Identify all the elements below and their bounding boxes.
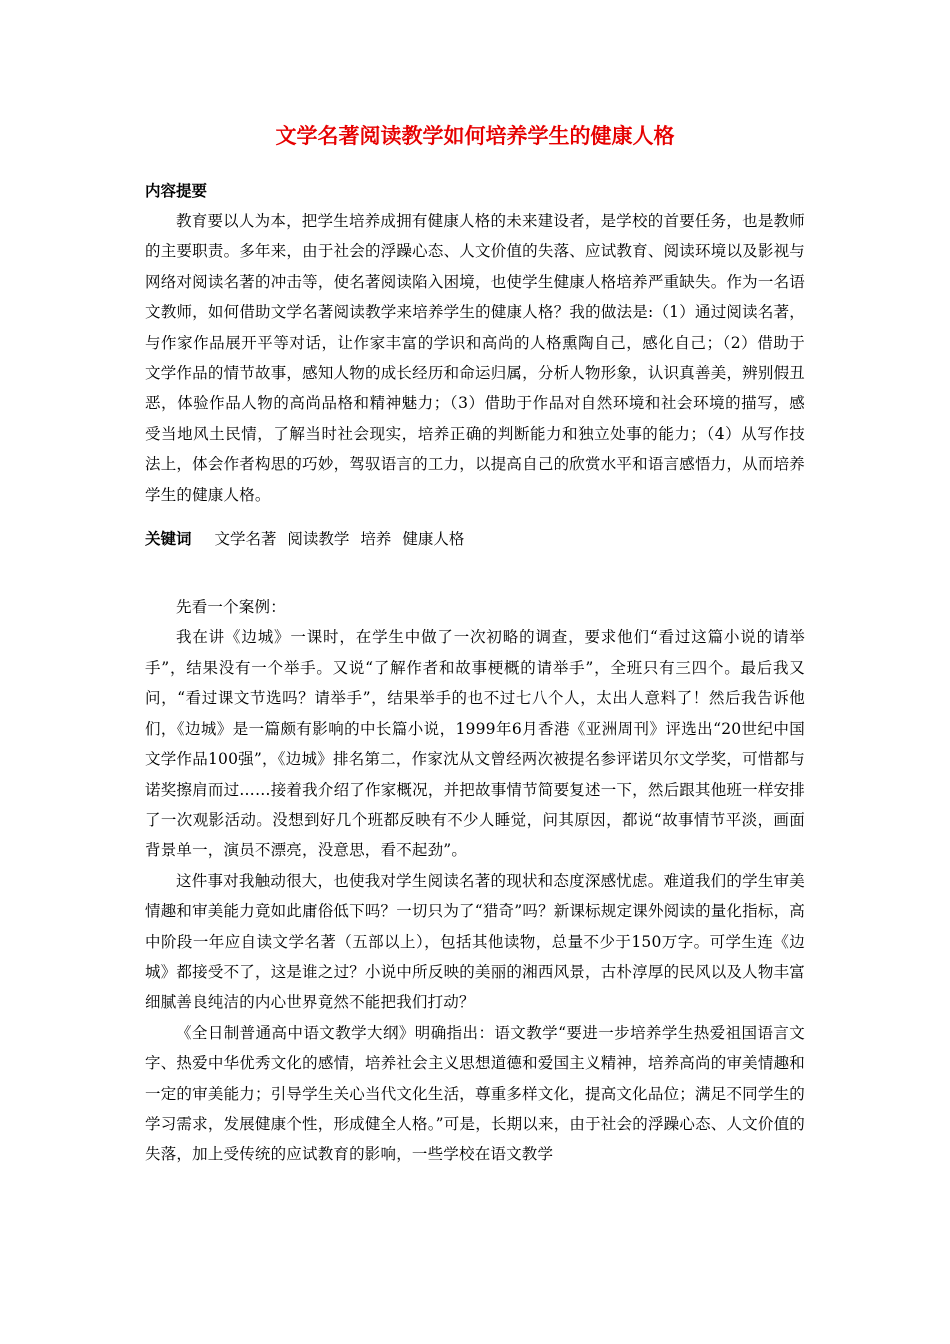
- section-spacer: [145, 554, 805, 592]
- body-paragraph: 《全日制普通高中语文教学大纲》明确指出：语文教学“要进一步培养学生热爱祖国语言文字、热爱中华优秀文化的感情，培养社会主义思想道德和爱国主义精神，培养高尚的审美情趣和一定的审美能力；引导学生关心当代文化生活，尊重多样文化，提高文化品位；满足不同学生的学习需求，发展健康个性，形成健全人格。”可是，长期以来，由于社会的浮躁心态、人文价值的失落，加上受传统的应试教育的影响，一些学校在语文教学: [145, 1023, 805, 1164]
- document-page: [145, 118, 805, 1170]
- body-paragraph: 我在讲《边城》一课时，在学生中做了一次初略的调查，要求他们“看过这篇小说的请举手”，结果没有一个举手。又说“了解作者和故事梗概的请举手”，全班只有三四个。最后我又问，“看过课文节选吗？请举手”，结果举手的也不过七八个人，太出人意料了！然后我告诉他们，《边城》是一篇颇有影响的中长篇小说，1999年6月香港《亚洲周刊》评选出“20世纪中国文学作品100强”，《边城》排名第二，作家沈从文曾经两次被提名参评诺贝尔文学奖，可惜都与诺奖擦肩而过……接着我介绍了作家概况，并把故事情节简要复述一下，然后跟其他班一样安排了一次观影活动。没想到好几个班都反映有不少人睡觉，问其原因，都说“故事情节平淡，画面背景单一，演员不漂亮，没意思，看不起劲”。: [145, 628, 805, 860]
- keyword-item: 健康人格: [402, 530, 465, 549]
- body-paragraph: 先看一个案例：: [176, 598, 286, 617]
- abstract-heading: 内容提要: [145, 182, 208, 200]
- body-paragraph: 这件事对我触动很大，也使我对学生阅读名著的现状和态度深感忧虑。难道我们的学生审美情趣和审美能力竟如此庸俗低下吗？一切只为了“猎奇”吗？新课标规定课外阅读的量化指标，高中阶段一年应自读文学名著（五部以上），包括其他读物，总量不少于150万字。可学生连《边城》都接受不了，这是谁之过？小说中所反映的美丽的湘西风景，古朴淳厚的民风以及人物丰富细腻善良纯洁的内心世界竟然不能把我们打动？: [145, 871, 805, 1012]
- keyword-item: 阅读教学: [287, 530, 350, 549]
- keyword-item: 文学名著: [214, 530, 277, 549]
- keyword-item: 培养: [360, 530, 392, 549]
- keywords-line: [145, 524, 805, 554]
- abstract-text: 教育要以人为本，把学生培养成拥有健康人格的未来建设者，是学校的首要任务，也是教师的主要职责。多年来，由于社会的浮躁心态、人文价值的失落、应试教育、阅读环境以及影视与网络对阅读名著的冲击等，使名著阅读陷入困境，也使学生健康人格培养严重缺失。作为一名语文教师，如何借助文学名著阅读教学来培养学生的健康人格？我的做法是:（1）通过阅读名著，与作家作品展开平等对话，让作家丰富的学识和高尚的人格熏陶自己，感化自己；（2）借助于文学作品的情节故事，感知人物的成长经历和命运归属，分析人物形象，认识真善美，辨别假丑恶，体验作品人物的高尚品格和精神魅力；（3）借助于作品对自然环境和社会环境的描写，感受当地风土民情，了解当时社会现实，培养正确的判断能力和独立处事的能力；（4）从写作技法上，体会作者构思的巧妙，驾驭语言的工力，以提高自己的欣赏水平和语言感悟力，从而培养学生的健康人格。: [145, 212, 805, 504]
- keywords-label: 关键词: [145, 530, 192, 549]
- document-title: 文学名著阅读教学如何培养学生的健康人格: [275, 124, 675, 148]
